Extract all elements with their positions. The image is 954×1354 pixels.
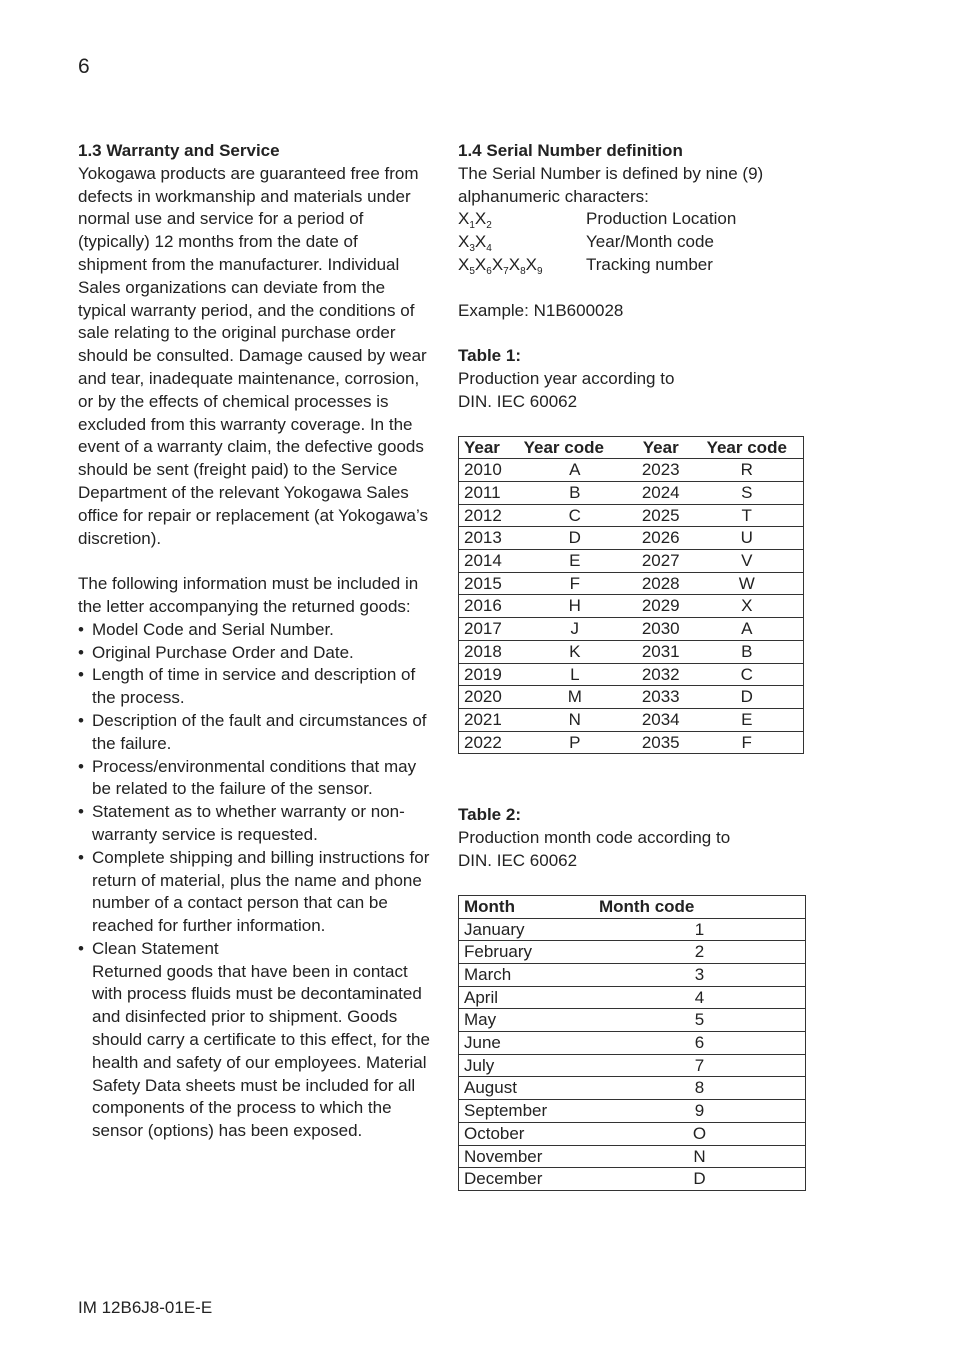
table-cell: 8 (594, 1077, 806, 1100)
table1-caption-line1: Production year according to (458, 368, 675, 388)
table-cell: W (690, 572, 803, 595)
table-row (459, 941, 806, 964)
table-cell: J (519, 618, 631, 641)
column-header: Year code (519, 436, 631, 459)
table-cell: 2035 (631, 731, 691, 754)
list-item: • Model Code and Serial Number. (78, 619, 430, 642)
table-cell: F (690, 731, 803, 754)
table-cell: N (594, 1145, 806, 1168)
table-row (459, 550, 804, 573)
table-row (459, 481, 804, 504)
table-cell: D (594, 1168, 806, 1191)
table-cell: L (519, 663, 631, 686)
table2-title: Table 2: (458, 805, 521, 825)
table-cell: 2019 (459, 663, 519, 686)
table-cell: January (459, 918, 595, 941)
table-cell: V (690, 550, 803, 573)
month-code-table (458, 895, 806, 1191)
table-cell: T (690, 504, 803, 527)
clean-statement-text: Returned goods that have been in contact with process fluids must be decontaminated and disinfected prior to shipment. Goods should carry a certificate to this effect, for the health and safety of our employees. Material Safety Data sheets must be included for all components of the process to which the sensor (options) has been exposed. (92, 961, 430, 1141)
table-cell: 2031 (631, 640, 691, 663)
serial-example: Example: N1B600028 (458, 300, 624, 320)
table-row (459, 709, 804, 732)
table-cell: 1 (594, 918, 806, 941)
table-cell: P (519, 731, 631, 754)
list-item: • Statement as to whether warranty or non-warranty service is requested. (78, 801, 430, 847)
table2-caption-line2: DIN. IEC 60062 (458, 851, 578, 870)
table-cell: 5 (594, 1009, 806, 1032)
table-cell: 2030 (631, 618, 691, 641)
table-cell: A (690, 618, 803, 641)
table-cell: 2013 (459, 527, 519, 550)
table-cell: June (459, 1032, 595, 1055)
table-cell: 2020 (459, 686, 519, 709)
table-cell: 2033 (631, 686, 691, 709)
table-cell: B (519, 481, 631, 504)
table-row (459, 640, 804, 663)
table-cell: 2029 (631, 595, 691, 618)
table-cell: S (690, 481, 803, 504)
table-cell: 7 (594, 1054, 806, 1077)
table-cell: 2016 (459, 595, 519, 618)
warranty-bullet-list (78, 619, 430, 1143)
table-cell: N (519, 709, 631, 732)
column-header: Year code (690, 436, 803, 459)
column-header: Month (459, 895, 595, 918)
table-cell: X (690, 595, 803, 618)
table-row (459, 1077, 806, 1100)
clean-statement-label: • Clean Statement (92, 938, 219, 958)
table-row (459, 618, 804, 641)
table-cell: U (690, 527, 803, 550)
list-item: • Length of time in service and description of the process. (78, 664, 430, 710)
table-cell: 2021 (459, 709, 519, 732)
table-row (459, 963, 806, 986)
table-cell: 9 (594, 1100, 806, 1123)
warranty-heading: 1.3 Warranty and Service (78, 141, 280, 160)
table-cell: B (690, 640, 803, 663)
table1-caption-line2: DIN. IEC 60062 (458, 391, 578, 411)
page-number: 6 (78, 55, 90, 78)
table-cell: K (519, 640, 631, 663)
table-cell: A (519, 459, 631, 482)
table-cell: 2018 (459, 640, 519, 663)
table-row (459, 1054, 806, 1077)
table-cell: H (519, 595, 631, 618)
list-item: • Complete shipping and billing instructions for return of material, plus the name and phone number of a contact person that can be reached for further information. (78, 847, 430, 938)
table-row (459, 1032, 806, 1055)
warranty-intro: The following information must be included in the letter accompanying the returned goods: (78, 574, 419, 616)
table-cell: O (594, 1122, 806, 1145)
table-row (459, 1122, 806, 1145)
serial-definition-row (458, 208, 818, 231)
table-cell: 2011 (459, 481, 519, 504)
serial-definition-code: $X_5X_6X_7X_8X_9$ (458, 254, 543, 277)
table-cell: December (459, 1168, 595, 1191)
table-cell: 2017 (459, 618, 519, 641)
list-item: • Description of the fault and circumstances of the failure. (78, 710, 430, 756)
table-cell: 2032 (631, 663, 691, 686)
list-item: • Original Purchase Order and Date. (78, 642, 430, 665)
table-row (459, 1100, 806, 1123)
table-cell: 2023 (631, 459, 691, 482)
table-cell: D (519, 527, 631, 550)
table-cell: E (519, 550, 631, 573)
table-row (459, 595, 804, 618)
table-row (459, 918, 806, 941)
table-header-row (459, 895, 806, 918)
table-cell: 2012 (459, 504, 519, 527)
table-cell: 2034 (631, 709, 691, 732)
serial-definition-meaning: Production Location (586, 209, 737, 229)
table-row (459, 527, 804, 550)
serial-heading: 1.4 Serial Number definition (458, 141, 683, 160)
table-row (459, 504, 804, 527)
table-cell: May (459, 1009, 595, 1032)
table-row (459, 1168, 806, 1191)
table-row (459, 459, 804, 482)
serial-definition-code: $X_1X_2$ (458, 209, 492, 232)
table-cell: 2025 (631, 504, 691, 527)
list-item: • Process/environmental conditions that may be related to the failure of the sensor. (78, 756, 430, 802)
serial-intro: The Serial Number is defined by nine (9) alphanumeric characters: (458, 163, 764, 206)
list-item-clean-statement (78, 938, 430, 1143)
serial-definition-list (458, 208, 818, 276)
table-row (459, 1009, 806, 1032)
table-cell: 2024 (631, 481, 691, 504)
table-cell: November (459, 1145, 595, 1168)
table-row (459, 1145, 806, 1168)
table-cell: February (459, 941, 595, 964)
table-cell: D (690, 686, 803, 709)
table-cell: 2010 (459, 459, 519, 482)
serial-definition-meaning: Year/Month code (586, 232, 714, 252)
table-cell: April (459, 986, 595, 1009)
table-cell: 2027 (631, 550, 691, 573)
table-cell: R (690, 459, 803, 482)
footer-document-code: IM 12B6J8-01E-E (78, 1298, 213, 1317)
table-cell: M (519, 686, 631, 709)
table-cell: 2 (594, 941, 806, 964)
serial-definition-row (458, 254, 818, 277)
table-row (459, 572, 804, 595)
table-cell: 3 (594, 963, 806, 986)
column-header: Year (631, 436, 691, 459)
table-cell: August (459, 1077, 595, 1100)
table-row (459, 686, 804, 709)
table-row (459, 986, 806, 1009)
column-header: Month code (594, 895, 806, 918)
serial-definition-meaning: Tracking number (586, 254, 713, 274)
table-row (459, 731, 804, 754)
table-cell: 2022 (459, 731, 519, 754)
table-cell: C (519, 504, 631, 527)
table-cell: 4 (594, 986, 806, 1009)
table-cell: 6 (594, 1032, 806, 1055)
serial-section (458, 140, 818, 1191)
table-header-row (459, 436, 804, 459)
table-cell: 2028 (631, 572, 691, 595)
column-header: Year (459, 436, 519, 459)
table-cell: October (459, 1122, 595, 1145)
table-cell: 2026 (631, 527, 691, 550)
table-cell: March (459, 963, 595, 986)
table-cell: September (459, 1100, 595, 1123)
table-cell: C (690, 663, 803, 686)
year-code-table (458, 436, 804, 755)
warranty-section (78, 140, 430, 1143)
warranty-paragraph: Yokogawa products are guaranteed free from defects in workmanship and materials under normal use and service for a period of (typically) 12 months from the date of shipment from the manufacturer. Individual Sales organizations can deviate from the typical warranty period, and the conditions of sale relating to the original purchase order should be consulted. Damage caused by wear and tear, inadequate maintenance, corrosion, or by the effects of chemical processes is excluded from this warranty coverage. In the event of a warranty claim, the defective goods should be sent (freight paid) to the Service Department of the relevant Yokogawa Sales office for repair or replacement (at Yokogawa’s discretion). (78, 163, 428, 548)
table-row (459, 663, 804, 686)
serial-definition-code: $X_3X_4$ (458, 232, 492, 255)
serial-definition-row (458, 231, 818, 254)
table-cell: 2014 (459, 550, 519, 573)
table-cell: July (459, 1054, 595, 1077)
table-cell: E (690, 709, 803, 732)
table1-title: Table 1: (458, 346, 521, 366)
table2-caption-line1: Production month code according to (458, 828, 731, 848)
table-cell: 2015 (459, 572, 519, 595)
table-cell: F (519, 572, 631, 595)
